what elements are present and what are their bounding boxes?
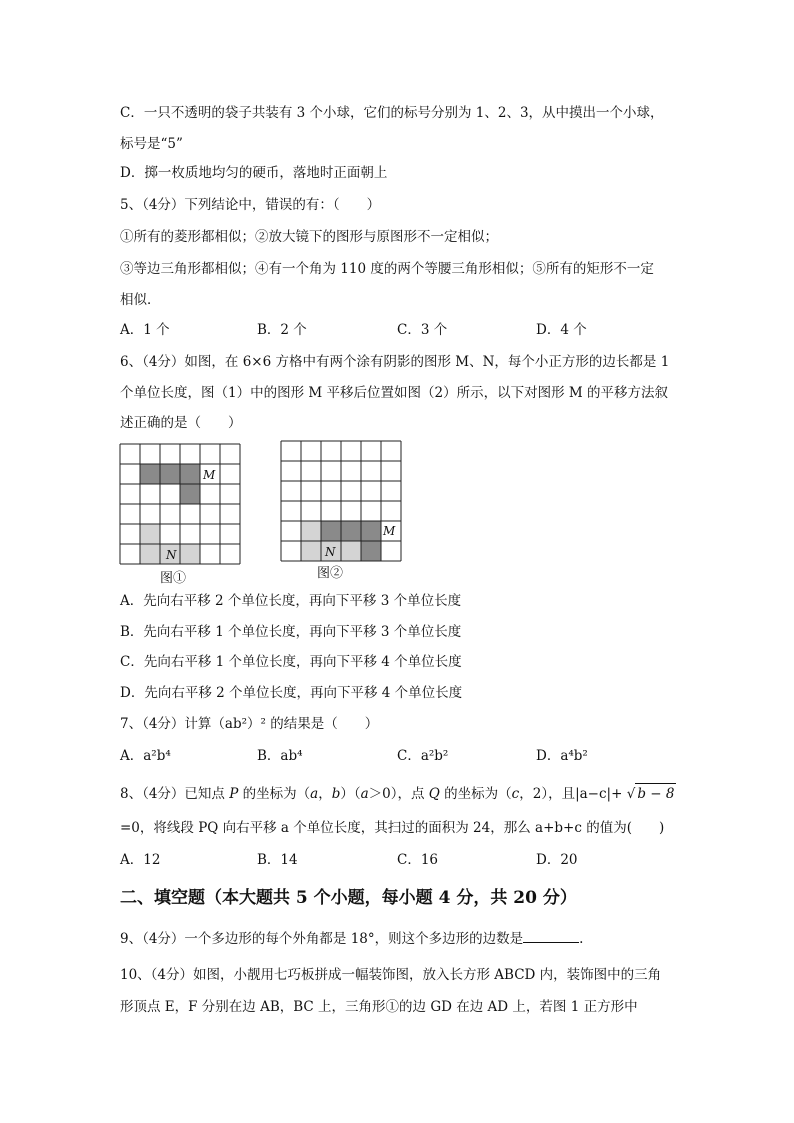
fig2-grid-lines — [281, 441, 401, 561]
q8-text-f: ，2），且|a−c|+ — [519, 786, 627, 802]
figure-1-grid — [119, 443, 241, 565]
q9-stem-text: 9、（4分）一个多边形的每个外角都是 18°，则这个多边形的边数是 — [120, 931, 524, 947]
q8-comma: ， — [318, 786, 332, 802]
q6-option-b: B．先向右平移 1 个单位长度，再向下平移 3 个单位长度 — [120, 624, 462, 640]
q5-stem: 5、（4分）下列结论中，错误的有：（ ） — [120, 197, 381, 213]
q8-option-b: B．14 — [257, 852, 298, 868]
fig1-label-n: N — [166, 548, 177, 562]
q5-option-a: A．1 个 — [120, 322, 170, 338]
q9-stem — [120, 928, 583, 949]
q8-var-a: a — [310, 786, 319, 802]
fig2-label-n: N — [325, 545, 336, 559]
q8-option-a: A．12 — [120, 852, 161, 868]
q4-option-c-line2: 标号是“5” — [120, 136, 183, 152]
q6-line2: 个单位长度，图（1）中的图形 M 平移后位置如图（2）所示，以下对图形 M 的平移方法叙 — [120, 385, 668, 401]
q10-line1: 10、（4分）如图，小靓用七巧板拼成一幅装饰图，放入长方形 ABCD 内，装饰图中的三角 — [120, 967, 662, 983]
fig1-label-m: M — [203, 468, 216, 482]
sqrt-sign: √ — [626, 786, 636, 802]
q6-line1: 6、（4分）如图，在 6×6 方格中有两个涂有阴影的图形 M、N，每个小正方形的边长都是 1 — [120, 354, 670, 370]
q4-option-c-line1: C．一只不透明的袋子共装有 3 个小球，它们的标号分别为 1、2、3，从中摸出一个小球， — [120, 105, 664, 121]
q6-option-a: A．先向右平移 2 个单位长度，再向下平移 3 个单位长度 — [120, 593, 462, 609]
q7-option-b: B．ab⁴ — [257, 748, 303, 764]
q8-var-b: b — [331, 786, 341, 802]
q5-line1: ①所有的菱形都相似；②放大镜下的图形与原图形不一定相似； — [120, 229, 498, 245]
q8-option-d: D．20 — [536, 852, 578, 868]
q8-var-q: Q — [428, 786, 440, 802]
q7-option-c: C．a²b² — [397, 748, 449, 764]
q6-option-c: C．先向右平移 1 个单位长度，再向下平移 4 个单位长度 — [120, 654, 462, 670]
fig2-label-m: M — [383, 524, 396, 538]
q8-sqrt-expr: b − 8 — [635, 783, 676, 804]
q6-line3: 述正确的是（ ） — [120, 415, 242, 431]
q8-var-c: c — [511, 786, 520, 802]
q7-option-d: D．a⁴b² — [536, 748, 588, 764]
q5-option-d: D．4 个 — [536, 322, 587, 338]
q8-option-c: C．16 — [397, 852, 439, 868]
q8-text-d: ＞0），点 — [368, 786, 429, 802]
q5-option-b: B．2 个 — [257, 322, 307, 338]
q8-text-e: 的坐标为（ — [439, 786, 512, 802]
figure-2-grid — [280, 440, 402, 562]
q8-var-a2: a — [360, 786, 369, 802]
q8-text-a: 8、（4分）已知点 — [120, 786, 230, 802]
q8-line1 — [120, 783, 676, 804]
q8-var-p: P — [229, 786, 239, 802]
q5-option-c: C．3 个 — [397, 322, 448, 338]
section-2-title: 二、填空题（本大题共 5 个小题，每小题 4 分，共 20 分） — [120, 888, 577, 908]
fig1-grid-lines — [120, 444, 240, 564]
q4-option-d: D．掷一枚质地均匀的硬币，落地时正面朝上 — [120, 165, 388, 181]
q7-option-a: A．a²b⁴ — [120, 748, 171, 764]
q9-answer-blank[interactable] — [523, 928, 579, 943]
q6-option-d: D．先向右平移 2 个单位长度，再向下平移 4 个单位长度 — [120, 685, 463, 701]
q8-text-b: 的坐标为（ — [238, 786, 311, 802]
q8-line2: =0，将线段 PQ 向右平移 a 个单位长度，其扫过的面积为 24，那么 a+b+c 的值为( ) — [120, 820, 665, 836]
q5-line2: ③等边三角形都相似；④有一个角为 110 度的两个等腰三角形相似；⑤所有的矩形不一定 — [120, 261, 654, 277]
figure-1-caption: 图① — [160, 571, 187, 586]
figure-2-caption: 图② — [317, 566, 344, 581]
q8-text-c: ）（ — [340, 786, 361, 802]
q10-line2: 形顶点 E，F 分别在边 AB，BC 上，三角形①的边 GD 在边 AD 上，若图 1 正方形中 — [120, 999, 638, 1015]
q5-line3: 相似． — [120, 292, 161, 308]
q7-stem: 7、（4分）计算（ab²）² 的结果是（ ） — [120, 716, 379, 732]
q9-stem-end: . — [579, 931, 584, 947]
